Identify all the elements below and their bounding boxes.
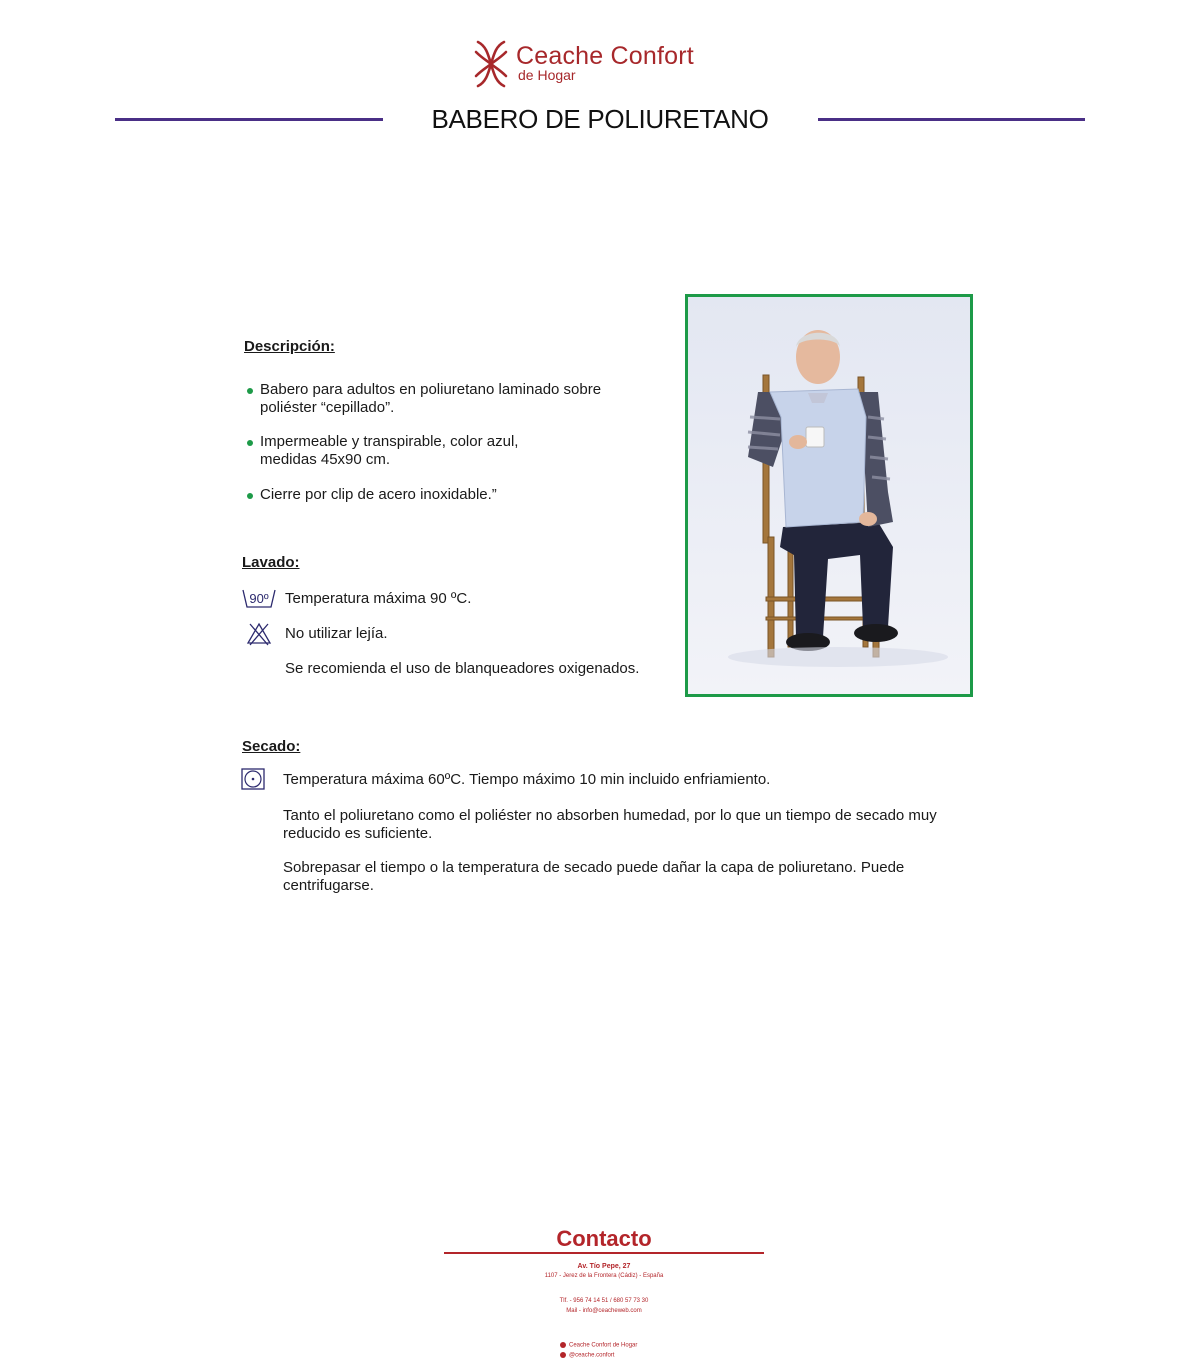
bleach-recommendation: Se recomienda el uso de blanqueadores oxigenados. xyxy=(285,660,640,677)
address-line-2: 1107 - Jerez de la Frontera (Cádiz) - España xyxy=(544,1273,664,1279)
wash-text: Temperatura máxima 90 ºC. xyxy=(285,590,472,607)
brand-logo xyxy=(472,38,732,90)
dry-paragraph-1 xyxy=(283,807,937,843)
instagram-label: @ceache.confort xyxy=(569,1352,615,1359)
brand-name: Ceache Confort xyxy=(516,42,694,70)
mail-link[interactable]: Mail - info@ceacheweb.com xyxy=(566,1308,642,1314)
bullet-dot-icon xyxy=(247,493,253,499)
address-line-1: Av. Tío Pepe, 27 xyxy=(577,1263,631,1270)
tumble-dry-icon xyxy=(241,768,265,790)
product-photo xyxy=(685,294,973,697)
paragraph-line: Tanto el poliuretano como el poliéster no absorben humedad, por lo que un tiempo de secado muy xyxy=(283,807,937,824)
page-title: BABERO DE POLIURETANO xyxy=(431,104,769,134)
bullet-line: Babero para adultos en poliuretano laminado sobre xyxy=(260,381,602,398)
description-bullet-3 xyxy=(247,486,667,504)
instagram-icon xyxy=(560,1352,566,1358)
no-bleach-icon xyxy=(246,622,272,646)
bullet-line: medidas 45x90 cm. xyxy=(260,451,391,468)
contact-rule xyxy=(444,1252,764,1254)
paragraph-line: centrifugarse. xyxy=(283,877,374,894)
facebook-link[interactable] xyxy=(560,1342,637,1349)
dry-paragraph-2 xyxy=(283,859,904,895)
brand-subtitle: de Hogar xyxy=(518,67,576,83)
wash-tub-icon xyxy=(242,587,276,609)
bleach-text: No utilizar lejía. xyxy=(285,625,388,642)
bullet-dot-icon xyxy=(247,388,253,394)
instagram-link[interactable] xyxy=(560,1352,614,1359)
description-bullet-2 xyxy=(247,433,667,469)
facebook-label: Ceache Confort de Hogar xyxy=(569,1342,638,1349)
descripcion-heading: Descripción: xyxy=(244,338,335,355)
bullet-line: poliéster “cepillado”. xyxy=(260,399,395,416)
logo-mark-icon xyxy=(472,38,510,90)
description-bullet-1 xyxy=(247,381,667,417)
bullet-dot-icon xyxy=(247,440,253,446)
dry-text: Temperatura máxima 60ºC. Tiempo máximo 10 min incluido enfriamiento. xyxy=(283,771,771,788)
secado-heading: Secado: xyxy=(242,738,301,755)
bullet-line: Cierre por clip de acero inoxidable.” xyxy=(260,486,497,503)
contact-title: Contacto xyxy=(556,1226,652,1251)
facebook-icon xyxy=(560,1342,566,1348)
paragraph-line: Sobrepasar el tiempo o la temperatura de secado puede dañar la capa de poliuretano. Puede xyxy=(283,859,905,876)
phone-line: Tlf. - 956 74 14 51 / 680 57 73 30 xyxy=(559,1298,649,1304)
bullet-line: Impermeable y transpirable, color azul, xyxy=(260,433,519,450)
lavado-heading: Lavado: xyxy=(242,554,300,571)
paragraph-line: reducido es suficiente. xyxy=(283,825,433,842)
wash-temp-label: 90º xyxy=(249,591,269,606)
